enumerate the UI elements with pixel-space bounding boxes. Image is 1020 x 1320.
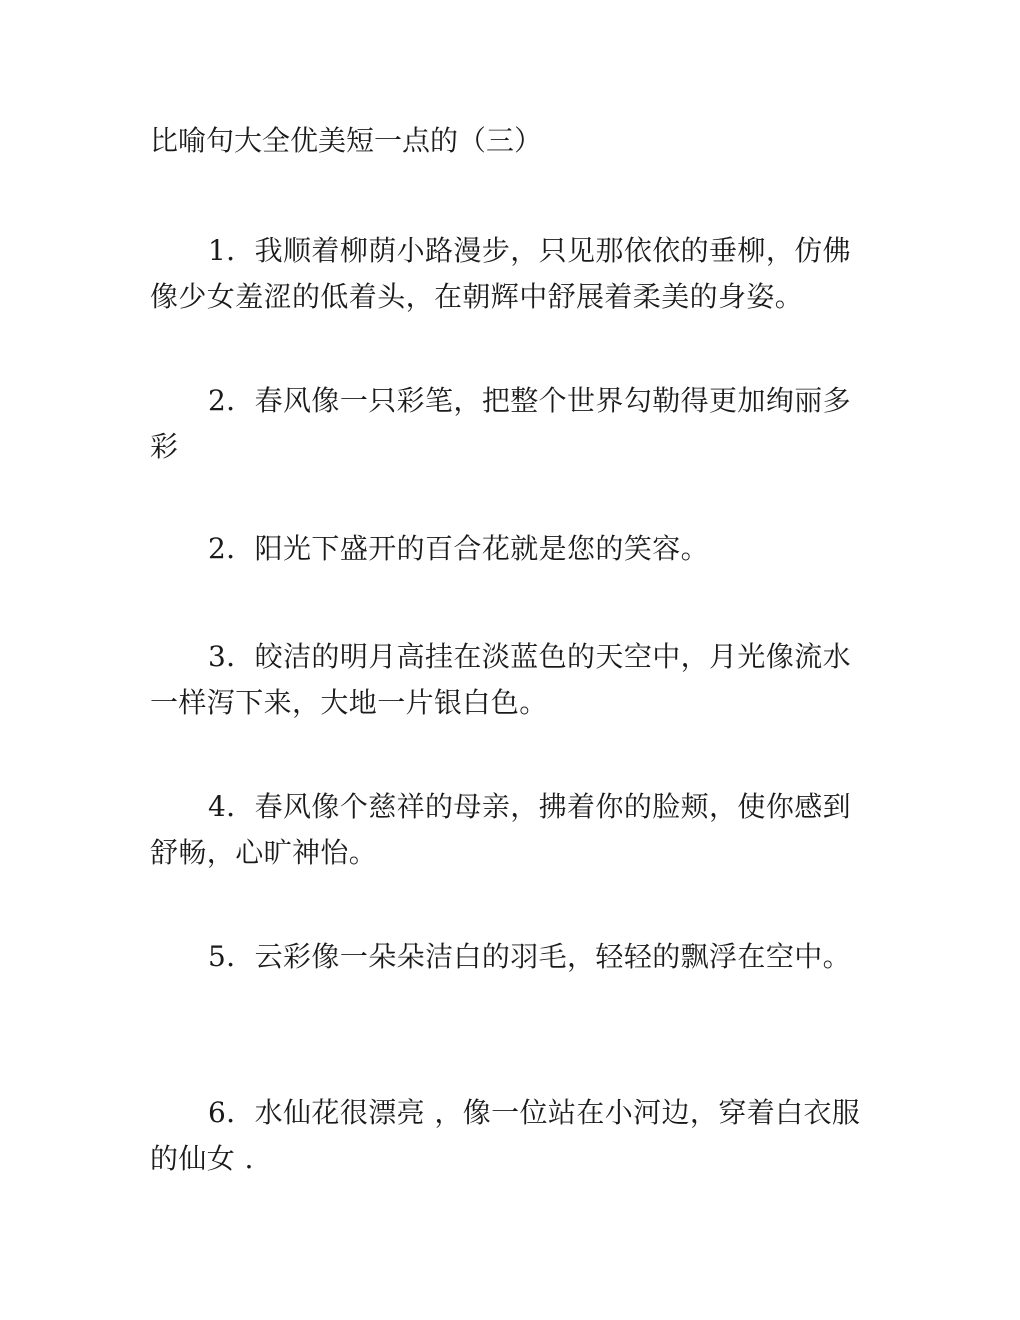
list-item: 1．我顺着柳荫小路漫步，只见那依依的垂柳，仿佛像少女羞涩的低着头，在朝辉中舒展着柔美的身姿。 [150, 234, 852, 313]
list-item: 4．春风像个慈祥的母亲，拂着你的脸颊，使你感到舒畅，心旷神怡。 [150, 790, 852, 869]
list-item: 5．云彩像一朵朵洁白的羽毛，轻轻的飘浮在空中。 [208, 940, 852, 973]
list-item: 2．春风像一只彩笔，把整个世界勾勒得更加绚丽多彩 [150, 384, 852, 463]
page-title: 比喻句大全优美短一点的（三） [150, 124, 543, 157]
list-item: 3．皎洁的明月高挂在淡蓝色的天空中，月光像流水一样泻下来，大地一片银白色。 [150, 640, 852, 719]
list-item: 6．水仙花很漂亮 ，像一位站在小河边，穿着白衣服的仙女 . [150, 1096, 861, 1175]
list-item: 2．阳光下盛开的百合花就是您的笑容。 [208, 532, 710, 565]
